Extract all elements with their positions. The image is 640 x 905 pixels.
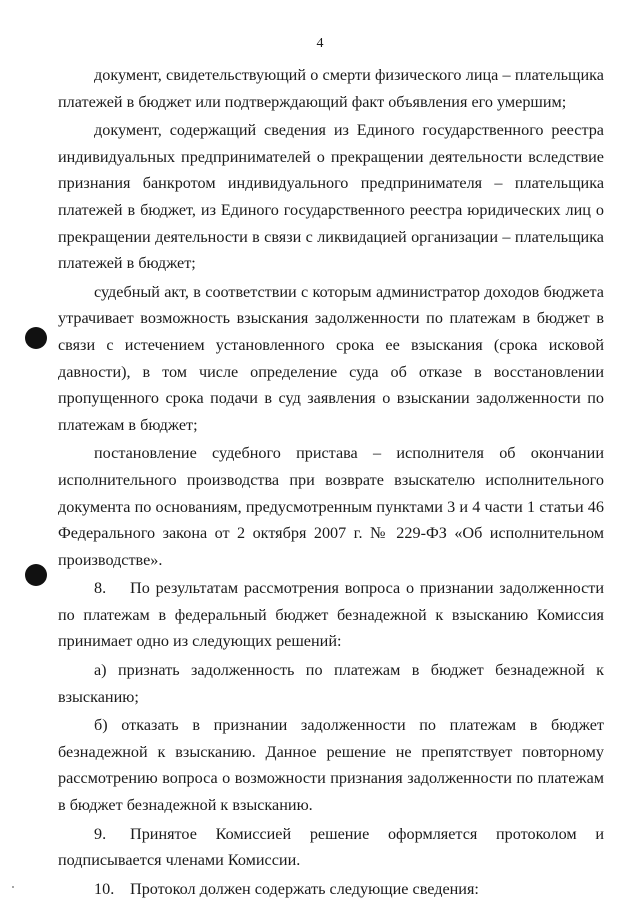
option-b: [58, 712, 604, 818]
paragraph-text: а) признать задолженность по платежам в бюджет безнадежной к взысканию;: [58, 661, 604, 706]
paragraph-registry-document: [58, 117, 604, 277]
paragraph-text: судебный акт, в соответствии с которым администратор доходов бюджета утрачивает возможность взыскания задолженности по платежам в бюджет в связи с истечением установленного срока ее взыскания (срока исковой давности), в том числе определение суда об отказе в восстановлении пропущенного срока подачи в суд заявления о взыскании задолженности по платежам в бюджет;: [58, 282, 604, 434]
page-number: 4: [316, 36, 324, 51]
paragraph-death-document: [58, 62, 604, 115]
clause-9: [58, 821, 604, 874]
paragraph-text: б) отказать в признании задолженности по платежам в бюджет безнадежной к взысканию. Данное решение не препятствует повторному рассмотрению вопроса о возможности признания задолженности по платежам в бюджет безнадежной к взысканию.: [58, 716, 604, 815]
punch-hole: [25, 564, 47, 586]
punch-hole: [25, 327, 47, 349]
paragraph-text: Протокол должен содержать следующие сведения:: [130, 879, 479, 898]
paragraph-text: По результатам рассмотрения вопроса о признании задолженности по платежам в федеральный бюджет безнадежной к взысканию Комиссия принимает одно из следующих решений:: [58, 579, 604, 651]
paragraph-text: Принятое Комиссией решение оформляется протоколом и подписывается членами Комиссии.: [58, 824, 604, 870]
paragraph-court-act: [58, 279, 604, 439]
clause-number: 9.: [94, 824, 107, 843]
scan-artifact: [12, 886, 14, 888]
paragraph-text: постановление судебного пристава – исполнителя об окончании исполнительного производства при возврате взыскателю исполнительного документа по основаниям, предусмотренным пунктами 3 и 4 части 1 статьи 46 Федерального закона от 2 октября 2007 г. № 229-ФЗ «Об исполнительном производстве».: [58, 444, 604, 569]
clause-number: 8.: [94, 579, 107, 598]
paragraph-text: документ, свидетельствующий о смерти физического лица – плательщика платежей в бюджет или подтверждающий факт объявления его умершим;: [58, 66, 604, 111]
clause-8: [58, 575, 604, 655]
paragraph-bailiff-resolution: [58, 440, 604, 573]
paragraph-text: документ, содержащий сведения из Единого государственного реестра индивидуальных предпринимателей о прекращении деятельности вследствие признания банкротом индивидуального предпринимателя – плательщика платежей в бюджет, из Единого государственного реестра юридических лиц о прекращении деятельности в связи с ликвидацией организации – плательщика платежей в бюджет;: [58, 121, 604, 273]
clause-number: 10.: [94, 879, 115, 898]
clause-10: [58, 876, 604, 903]
document-body: [58, 62, 604, 902]
option-a: [58, 657, 604, 710]
